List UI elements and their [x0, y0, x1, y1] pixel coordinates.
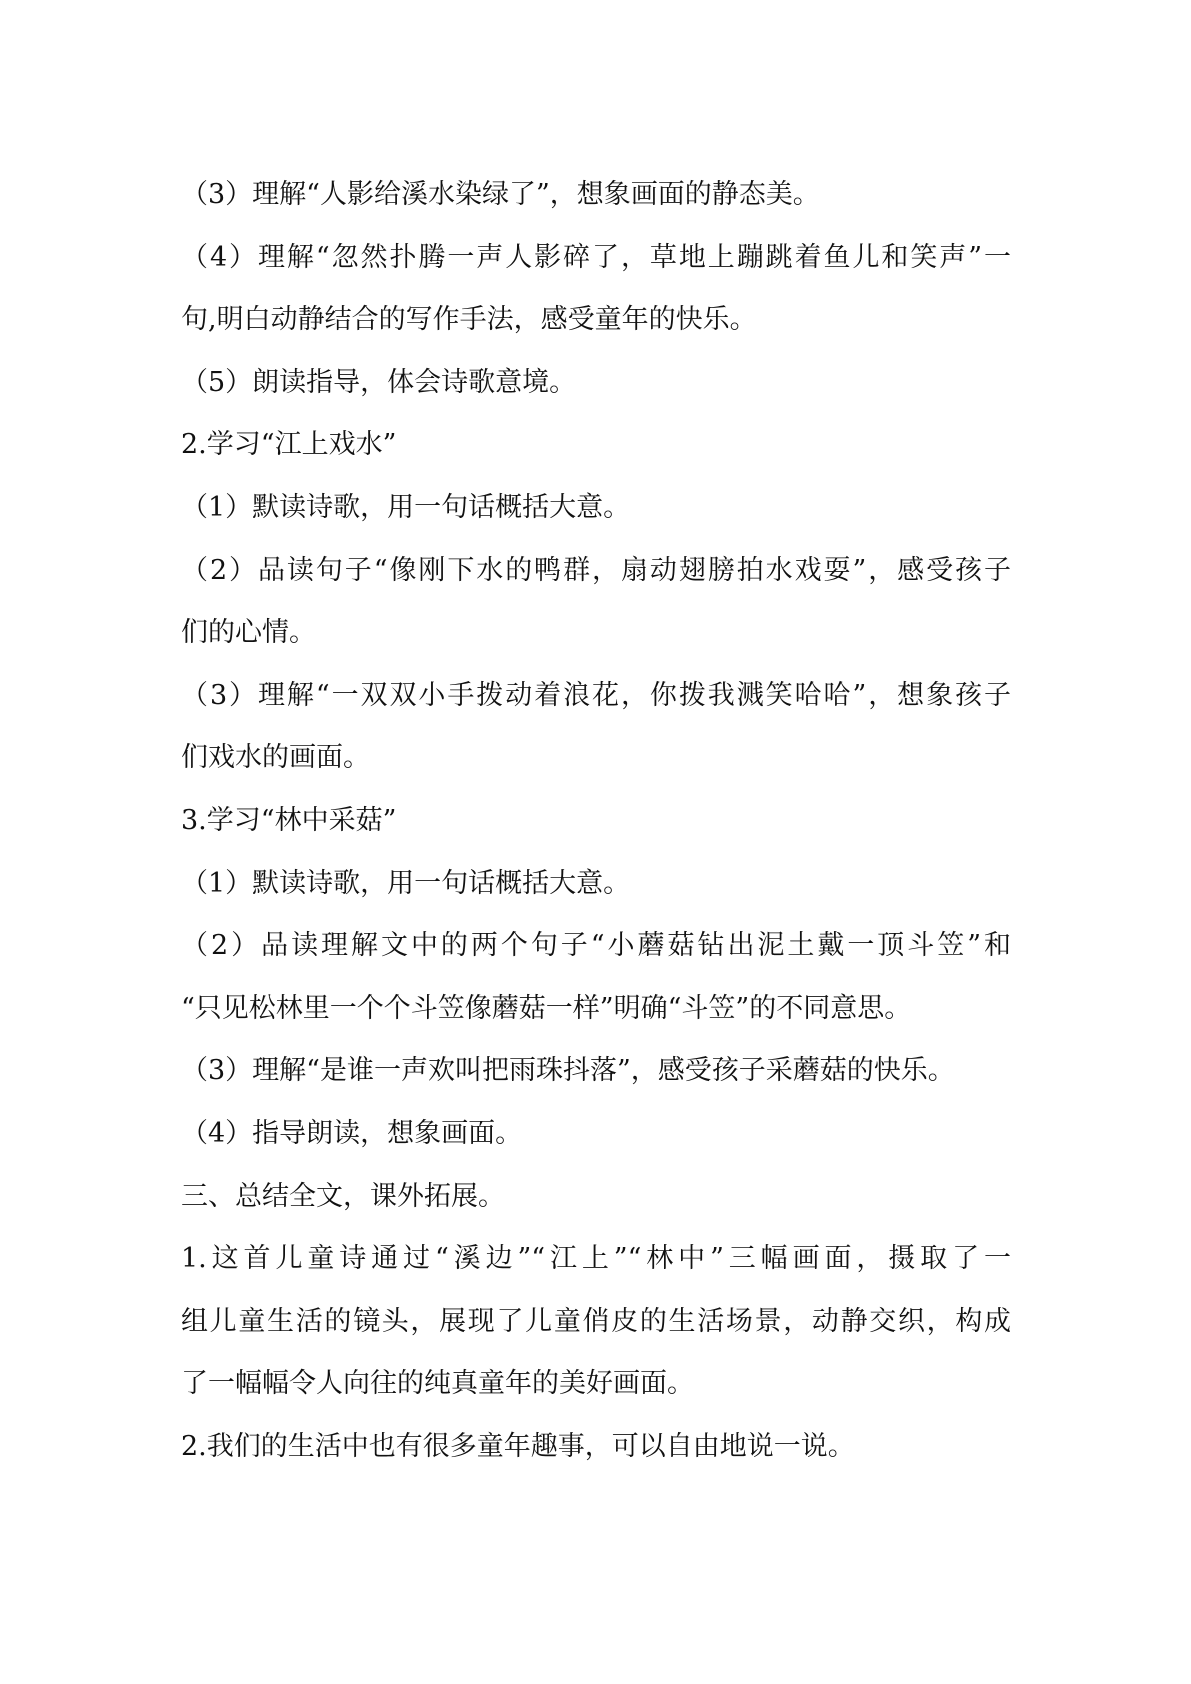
text-line: 2.我们的生活中也有很多童年趣事，可以自由地说一说。	[181, 1430, 855, 1462]
section-heading: 2.学习“江上戏水”	[181, 429, 397, 461]
text-line: （4）理解“忽然扑腾一声人影碎了，草地上蹦跳着鱼儿和笑声”一	[181, 241, 1011, 273]
text-line: （2）品读句子“像刚下水的鸭群，扇动翅膀拍水戏耍”，感受孩子	[181, 554, 1011, 586]
text-line: 们戏水的画面。	[181, 742, 370, 774]
text-line: （5）朗读指导，体会诗歌意境。	[181, 366, 577, 398]
text-line: （1）默读诗歌，用一句话概括大意。	[181, 867, 631, 899]
text-line: （1）默读诗歌，用一句话概括大意。	[181, 491, 631, 523]
text-line: 了一幅幅令人向往的纯真童年的美好画面。	[181, 1368, 694, 1400]
section-heading: 三、总结全文，课外拓展。	[181, 1180, 505, 1212]
section-heading: 3.学习“林中采菇”	[181, 804, 397, 836]
text-line: 们的心情。	[181, 617, 316, 649]
text-line: （3）理解“是谁一声欢叫把雨珠抖落”，感受孩子采蘑菇的快乐。	[181, 1055, 955, 1087]
text-line: （2）品读理解文中的两个句子“小蘑菇钻出泥土戴一顶斗笠”和	[181, 930, 1011, 962]
text-line: 组儿童生活的镜头，展现了儿童俏皮的生活场景，动静交织，构成	[181, 1305, 1011, 1337]
text-line: 1.这首儿童诗通过“溪边”“江上”“林中”三幅画面，摄取了一	[181, 1243, 1011, 1275]
text-line: （4）指导朗读，想象画面。	[181, 1117, 523, 1149]
text-line: 句,明白动静结合的写作手法，感受童年的快乐。	[181, 304, 757, 336]
document-body	[181, 164, 1011, 1478]
text-line: （3）理解“人影给溪水染绿了”，想象画面的静态美。	[181, 179, 820, 210]
text-line: （3）理解“一双双小手拨动着浪花，你拨我溅笑哈哈”，想象孩子	[181, 679, 1011, 711]
text-line: “只见松林里一个个斗笠像蘑菇一样”明确“斗笠”的不同意思。	[181, 992, 912, 1024]
